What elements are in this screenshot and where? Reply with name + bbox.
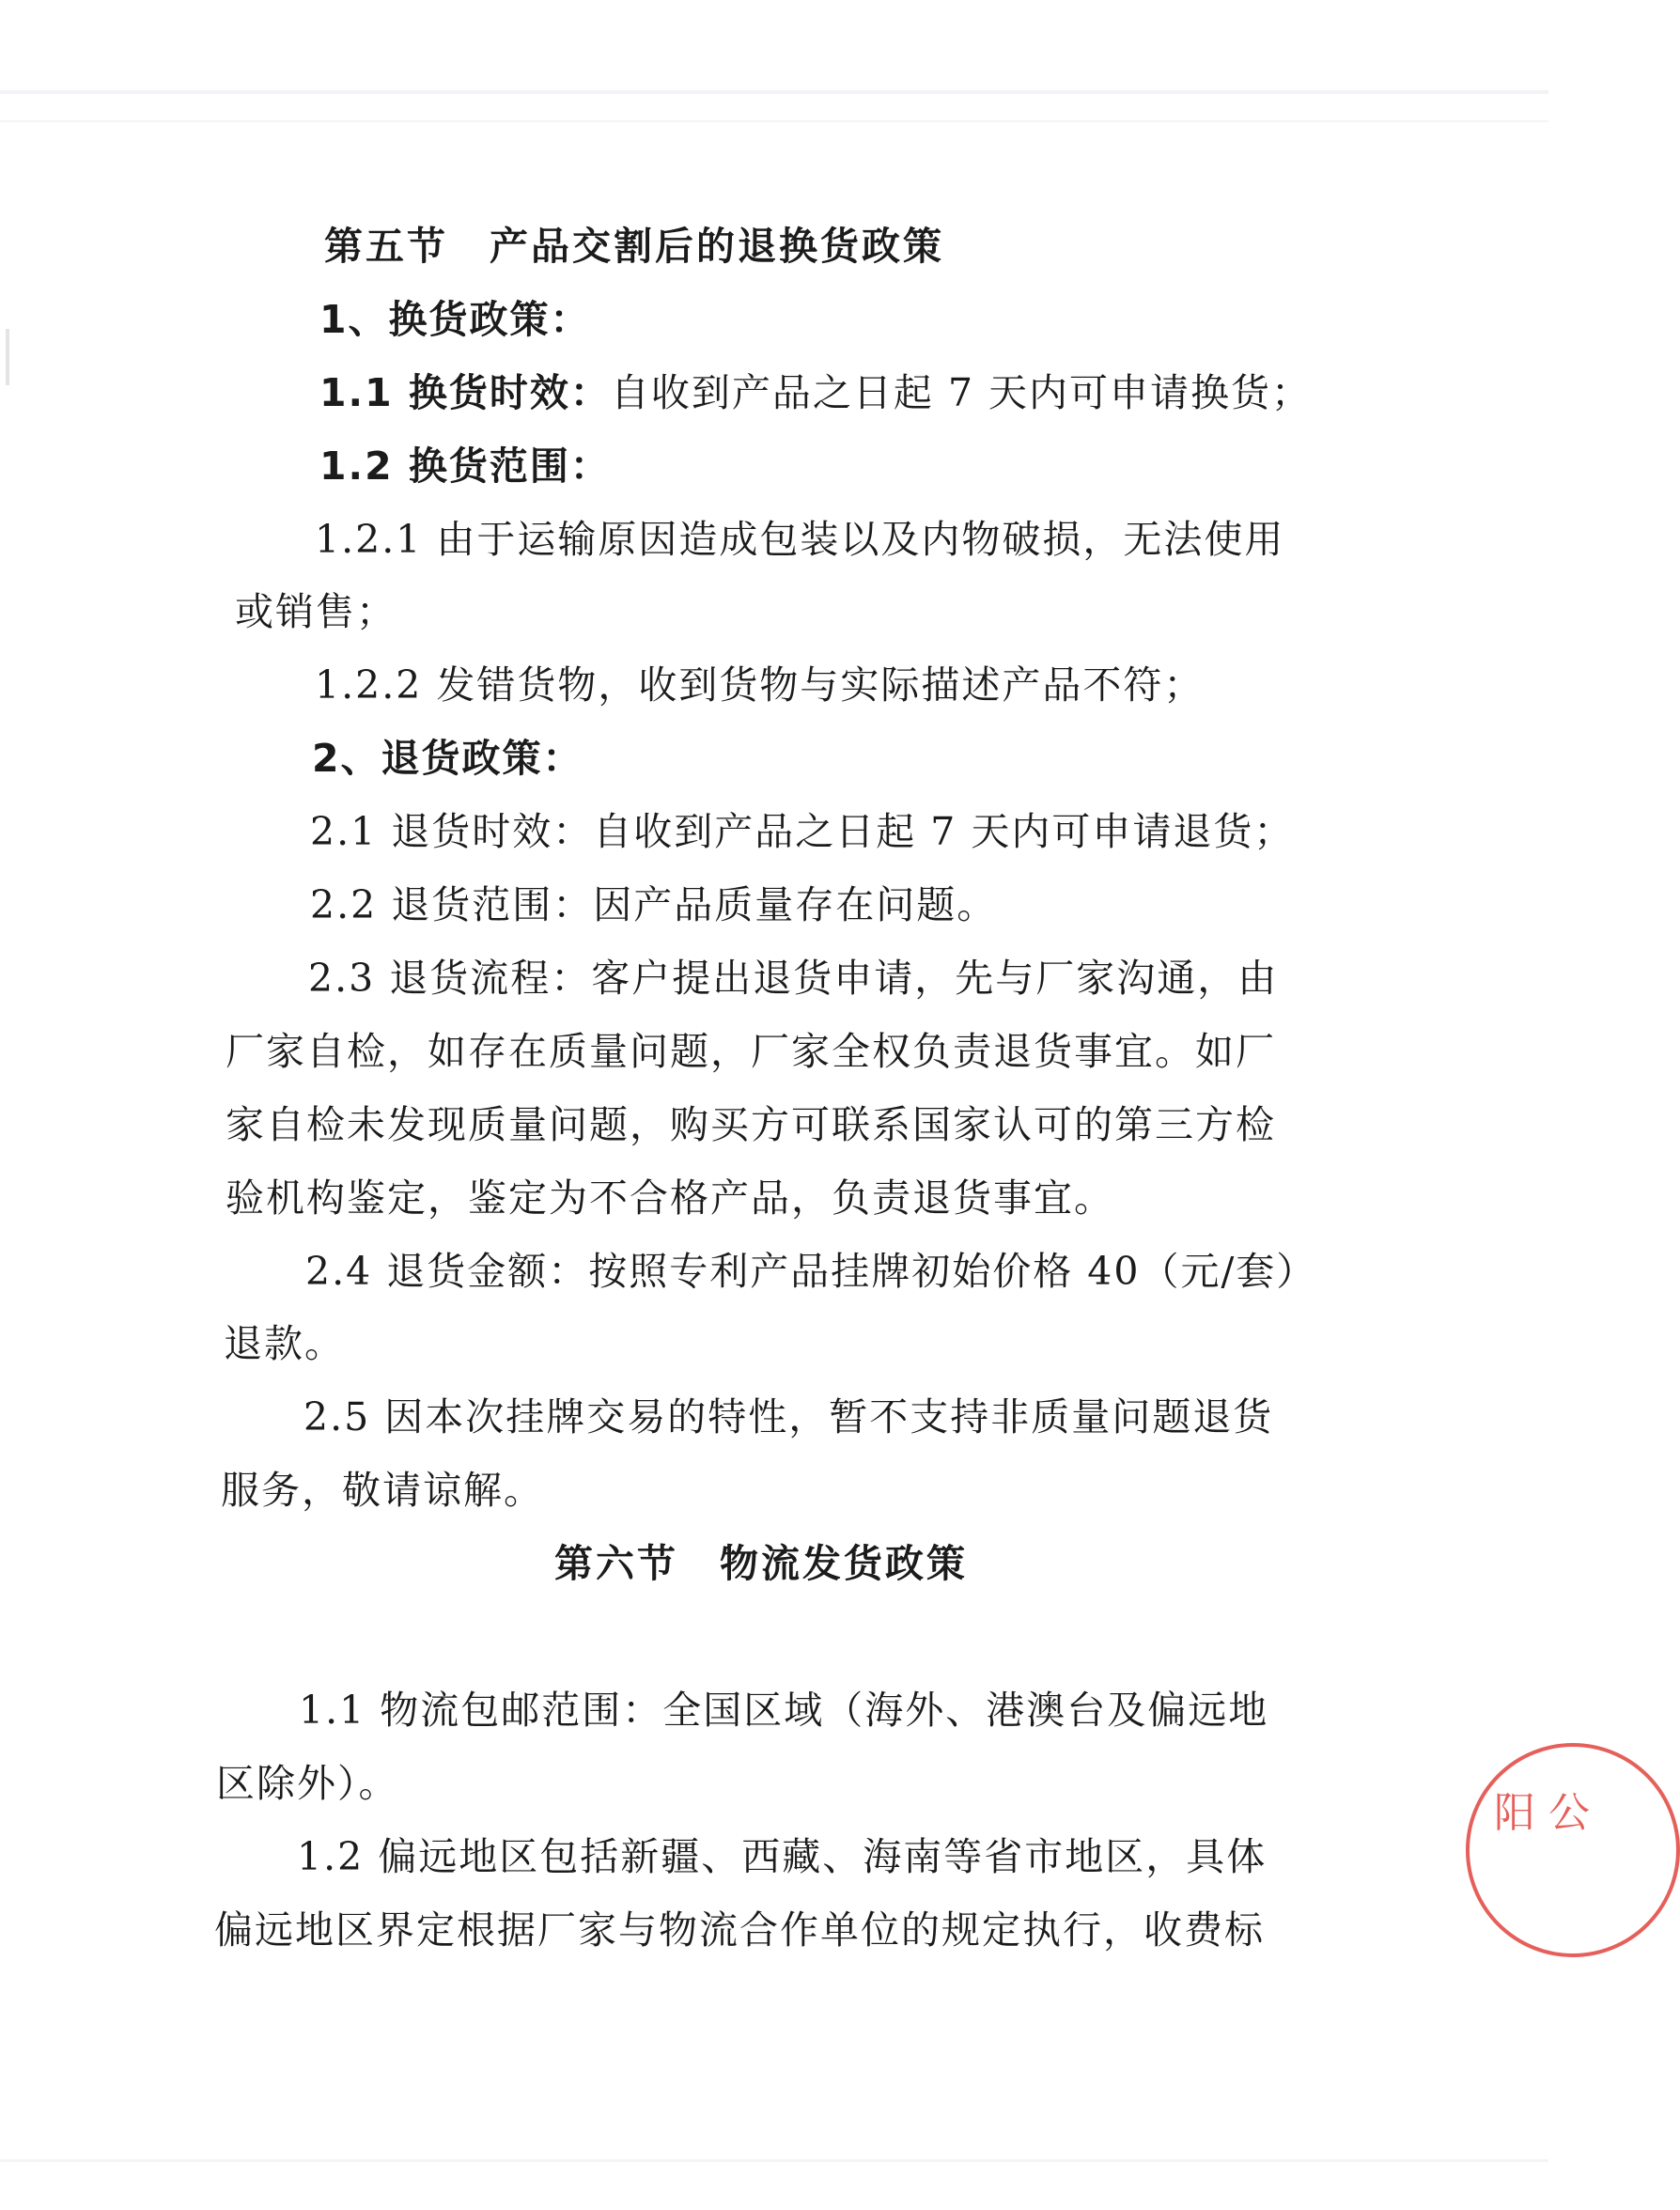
return-process-line-1: 2.3 退货流程：客户提出退货申请，先与厂家沟通，由	[308, 956, 1279, 1001]
scan-edge-bottom	[0, 2159, 1548, 2162]
return-note-line-1: 2.5 因本次挂牌交易的特性，暂不支持非质量问题退货	[303, 1394, 1274, 1440]
section-6-heading: 第六节 物流发货政策	[554, 1541, 968, 1586]
exchange-policy-title: 1、换货政策：	[319, 297, 591, 342]
return-scope: 2.2 退货范围：因产品质量存在问题。	[310, 882, 998, 927]
exchange-timeframe-label: 1.1 换货时效：	[319, 370, 611, 415]
scan-margin-mark	[6, 329, 9, 385]
exchange-scope-item-2: 1.2.2 发错货物，收到货物与实际描述产品不符；	[315, 662, 1205, 708]
scan-edge-top-secondary	[0, 120, 1548, 122]
exchange-scope-label: 1.2 换货范围：	[319, 444, 611, 489]
section-5-heading: 第五节 产品交割后的退换货政策	[324, 224, 944, 269]
return-process-line-2: 厂家自检，如存在质量问题，厂家全权负责退货事宜。如厂	[226, 1029, 1276, 1074]
official-seal-text: 阳 公	[1494, 1789, 1590, 1837]
official-seal-stamp	[1466, 1743, 1680, 1957]
return-process-line-3: 家自检未发现质量问题，购买方可联系国家认可的第三方检	[226, 1102, 1276, 1147]
remote-areas-line-1: 1.2 偏远地区包括新疆、西藏、海南等省市地区，具体	[297, 1834, 1268, 1879]
return-note-line-2: 服务，敬请谅解。	[221, 1468, 544, 1513]
return-amount-line-1: 2.4 退货金额：按照专利产品挂牌初始价格 40（元/套）	[305, 1249, 1317, 1294]
exchange-scope-item-1-line-1: 1.2.1 由于运输原因造成包装以及内物破损，无法使用	[315, 517, 1285, 562]
exchange-timeframe	[319, 368, 1312, 417]
shipping-free-scope-line-2: 区除外）。	[216, 1761, 399, 1806]
return-amount-line-2: 退款。	[224, 1321, 345, 1366]
remote-areas-line-2: 偏远地区界定根据厂家与物流合作单位的规定执行，收费标	[214, 1907, 1265, 1953]
return-policy-title: 2、退货政策：	[312, 736, 583, 781]
exchange-scope-item-1-line-2: 或销售；	[235, 589, 397, 634]
shipping-free-scope-line-1: 1.1 物流包邮范围：全国区域（海外、港澳台及偏远地	[299, 1688, 1269, 1733]
return-timeframe: 2.1 退货时效：自收到产品之日起 7 天内可申请退货；	[310, 809, 1295, 854]
exchange-timeframe-text: 自收到产品之日起 7 天内可申请换货；	[610, 370, 1313, 415]
scan-edge-top	[0, 90, 1548, 94]
return-process-line-4: 验机构鉴定，鉴定为不合格产品，负责退货事宜。	[226, 1175, 1114, 1221]
